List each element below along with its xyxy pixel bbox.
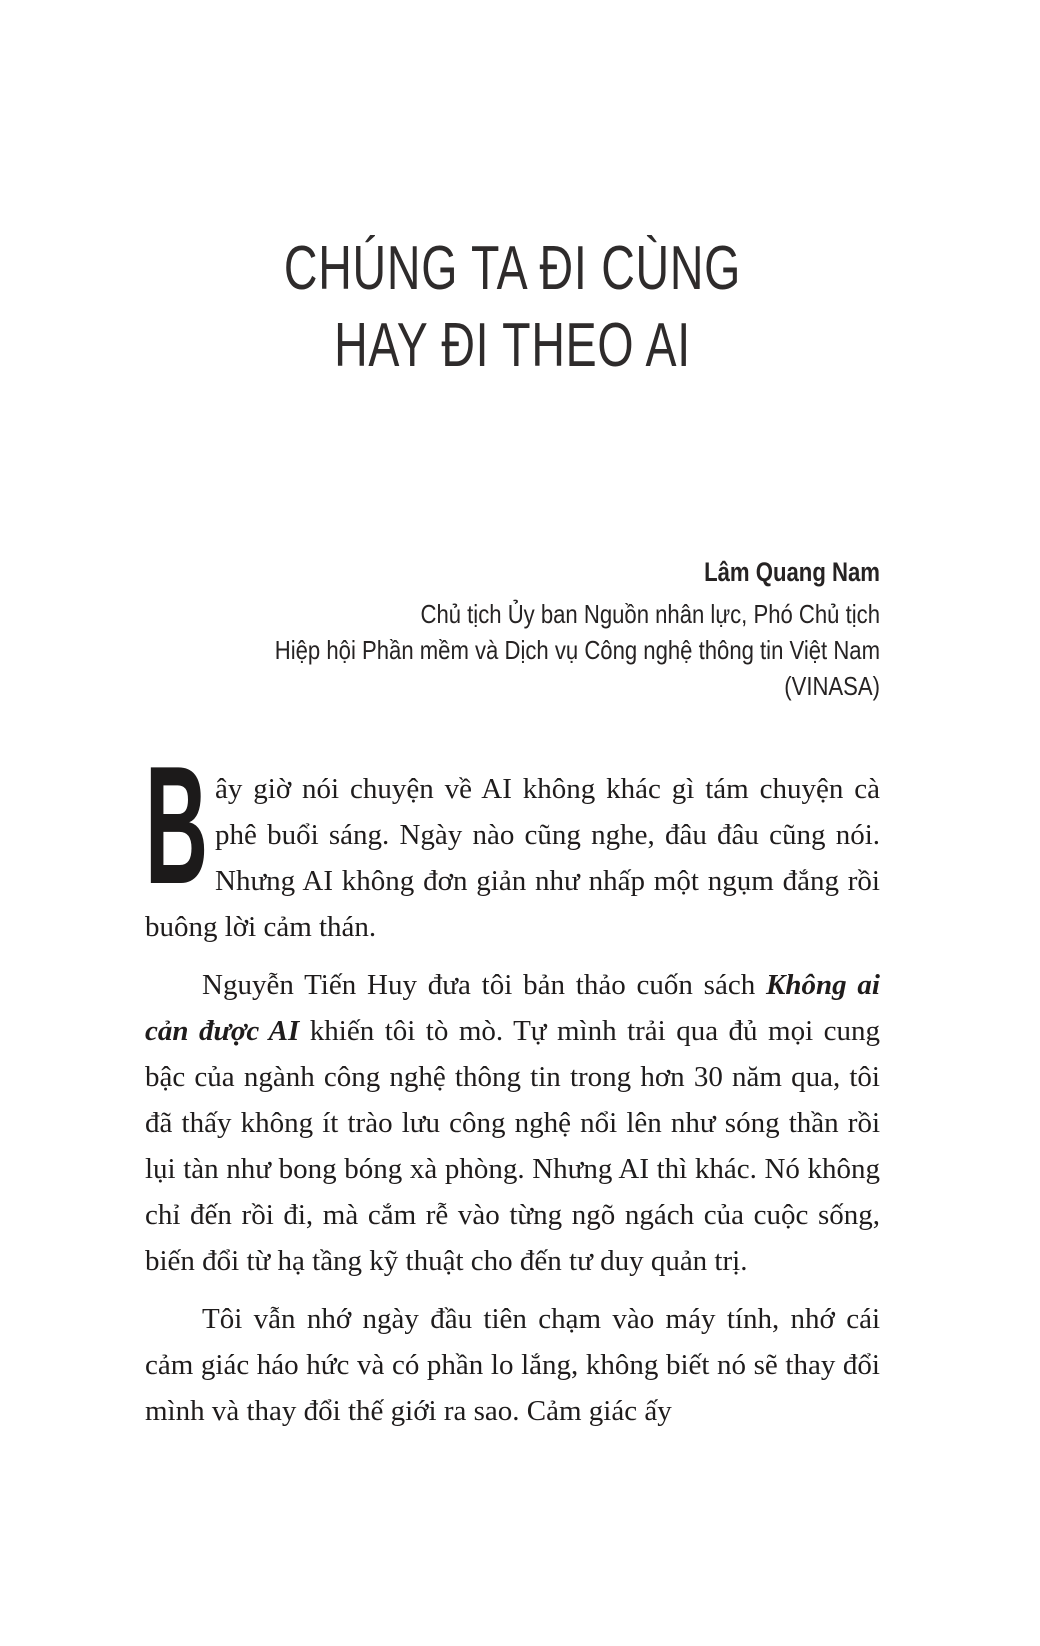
paragraph-2-text-after: khiến tôi tò mò. Tự mình trải qua đủ mọi cung bậc của ngành công nghệ thông tin trong hơn 30 năm qua, tôi đã thấy không ít trào lưu công nghệ nổi lên như sóng thần rồi lụi tàn như bong bóng xà phòng. Nhưng AI thì khác. Nó không chỉ đến rồi đi, mà cắm rễ vào từng ngõ ngách của cuộc sống, biến đổi từ hạ tầng kỹ thuật cho đến tư duy quản trị. — [145, 1015, 880, 1277]
chapter-title — [145, 230, 880, 384]
dropcap-box — [145, 731, 215, 919]
paragraph-3: Tôi vẫn nhớ ngày đầu tiên chạm vào máy tính, nhớ cái cảm giác háo hức và có phần lo lắng, không biết nó sẽ thay đổi mình và thay đổi thế giới ra sao. Cảm giác ấy — [145, 1303, 880, 1427]
dropcap-letter-B: B — [145, 731, 209, 919]
chapter-title-line-1: CHÚNG TA ĐI CÙNG — [283, 234, 742, 303]
author-role-line-3: (VINASA) — [784, 671, 880, 701]
book-title-reference: Không ai cản được AI — [145, 969, 880, 1047]
author-role-line-1: Chủ tịch Ủy ban Nguồn nhân lực, Phó Chủ tịch — [420, 599, 880, 629]
body-text — [145, 731, 880, 1434]
author-block — [145, 556, 880, 704]
paragraph-1-text: ây giờ nói chuyện về AI không khác gì tám chuyện cà phê buổi sáng. Ngày nào cũng nghe, đâu đâu cũng nói. Nhưng AI không đơn giản như nhấp một ngụm đắng rồi buông lời cảm thán. — [145, 773, 880, 943]
paragraph-2-text-before: Nguyễn Tiến Huy đưa tôi bản thảo cuốn sách — [202, 969, 767, 1001]
paragraph-2 — [145, 962, 880, 1284]
chapter-title-line-2: HAY ĐI THEO AI — [334, 311, 691, 380]
paragraph-1 — [145, 731, 880, 950]
author-role-line-2: Hiệp hội Phần mềm và Dịch vụ Công nghệ thông tin Việt Nam — [274, 635, 880, 665]
author-name: Lâm Quang Nam — [704, 557, 880, 587]
